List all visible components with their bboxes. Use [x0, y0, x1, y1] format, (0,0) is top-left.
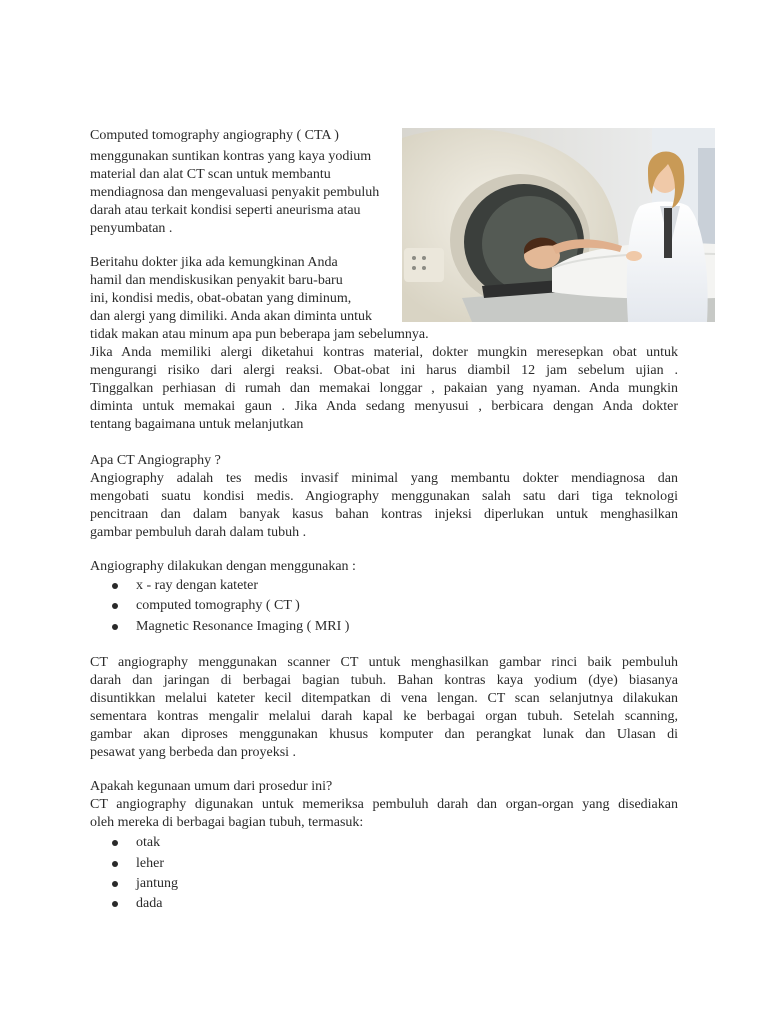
uses-paragraph-line-2: oleh mereka di berbagai bagian tubuh, termasuk:: [90, 815, 364, 830]
intro-line-5: darah atau terkait kondisi seperti aneurisma atau: [90, 203, 361, 218]
allergy-paragraph-line-1: Jika Anda memiliki alergi diketahui kontras material, dokter mungkin meresepkan obat untuk: [90, 345, 678, 360]
prep-line-4: dan alergi yang dimiliki. Anda akan diminta untuk: [90, 309, 373, 324]
list-item-text: computed tomography ( CT ): [136, 598, 300, 613]
list-item-text: x - ray dengan kateter: [136, 578, 259, 593]
intro-line-6: penyumbatan .: [90, 221, 173, 236]
list-item-text: otak: [136, 835, 161, 850]
what-paragraph-line-3: pencitraan dan dalam banyak kasus bahan kontras injeksi diperlukan untuk menghasilkan: [90, 507, 678, 522]
prep-line-1: Beritahu dokter jika ada kemungkinan Anda: [90, 255, 338, 270]
ct-paragraph-line-2: darah dan jaringan di berbagai bagian tubuh. Bahan kontras kaya yodium (dye) biasanya: [90, 673, 678, 688]
intro-line-3: material dan alat CT scan untuk membantu: [90, 167, 331, 182]
allergy-paragraph-line-2: mengurangi risiko dari alergi reaksi. Obat-obat ini harus diambil 12 jam sebelum ujian .: [90, 363, 678, 378]
section-heading-what: Apa CT Angiography ?: [90, 453, 221, 468]
ct-scanner-illustration: [402, 128, 715, 322]
bullet-icon: [112, 603, 118, 609]
intro-line-2: menggunakan suntikan kontras yang kaya yodium: [90, 149, 372, 164]
methods-intro: Angiography dilakukan dengan menggunakan :: [90, 559, 356, 574]
prep-line-2: hamil dan mendiskusikan penyakit baru-baru: [90, 273, 343, 288]
list-item-text: leher: [136, 856, 164, 871]
prep-line-5: tidak makan atau minum apa pun beberapa jam sebelumnya.: [90, 327, 429, 342]
ct-paragraph-line-1: CT angiography menggunakan scanner CT untuk menghasilkan gambar rinci baik pembuluh: [90, 655, 678, 670]
ct-paragraph-line-4: sementara kontras mengalir melalui darah kapal ke berbagai organ tubuh. Setelah scanning,: [90, 709, 678, 724]
bullet-icon: [112, 624, 118, 630]
bullet-icon: [112, 881, 118, 887]
list-item-text: jantung: [136, 876, 178, 891]
bullet-icon: [112, 901, 118, 907]
intro-line-1: Computed tomography angiography ( CTA ): [90, 128, 339, 143]
bullet-icon: [112, 583, 118, 589]
what-paragraph-line-4: gambar pembuluh darah dalam tubuh .: [90, 525, 307, 540]
what-paragraph-line-1: Angiography adalah tes medis invasif minimal yang membantu dokter mendiagnosa dan: [90, 471, 678, 486]
prep-line-3: ini, kondisi medis, obat-obatan yang diminum,: [90, 291, 352, 306]
bullet-icon: [112, 861, 118, 867]
ct-paragraph-line-5: gambar akan diproses menggunakan khusus komputer dan perangkat lunak dan Ulasan di: [90, 727, 678, 742]
what-paragraph-line-2: mengobati suatu kondisi medis. Angiography menggunakan salah satu dari tiga teknologi: [90, 489, 678, 504]
allergy-paragraph-line-4: diminta untuk memakai gaun . Jika Anda sedang menyusui , berbicara dengan Anda dokter: [90, 399, 678, 414]
ct-paragraph-line-3: disuntikkan melalui kateter kecil ditempatkan di vena lengan. CT scan selanjutnya dilakukan: [90, 691, 678, 706]
bullet-icon: [112, 840, 118, 846]
allergy-paragraph-line-3: Tinggalkan perhiasan di rumah dan memakai longgar , pakaian yang nyaman. Anda mungkin: [90, 381, 678, 396]
ct-scanner-photo: [402, 128, 715, 322]
list-item-text: dada: [136, 896, 163, 911]
allergy-paragraph-line-5: tentang bagaimana untuk melanjutkan: [90, 417, 304, 432]
uses-paragraph-line-1: CT angiography digunakan untuk memeriksa pembuluh darah dan organ-organ yang disediakan: [90, 797, 678, 812]
list-item-text: Magnetic Resonance Imaging ( MRI ): [136, 619, 350, 634]
section-heading-uses: Apakah kegunaan umum dari prosedur ini?: [90, 779, 333, 794]
ct-paragraph-line-6: pesawat yang berbeda dan proyeksi .: [90, 745, 297, 760]
intro-line-4: mendiagnosa dan mengevaluasi penyakit pembuluh: [90, 185, 380, 200]
